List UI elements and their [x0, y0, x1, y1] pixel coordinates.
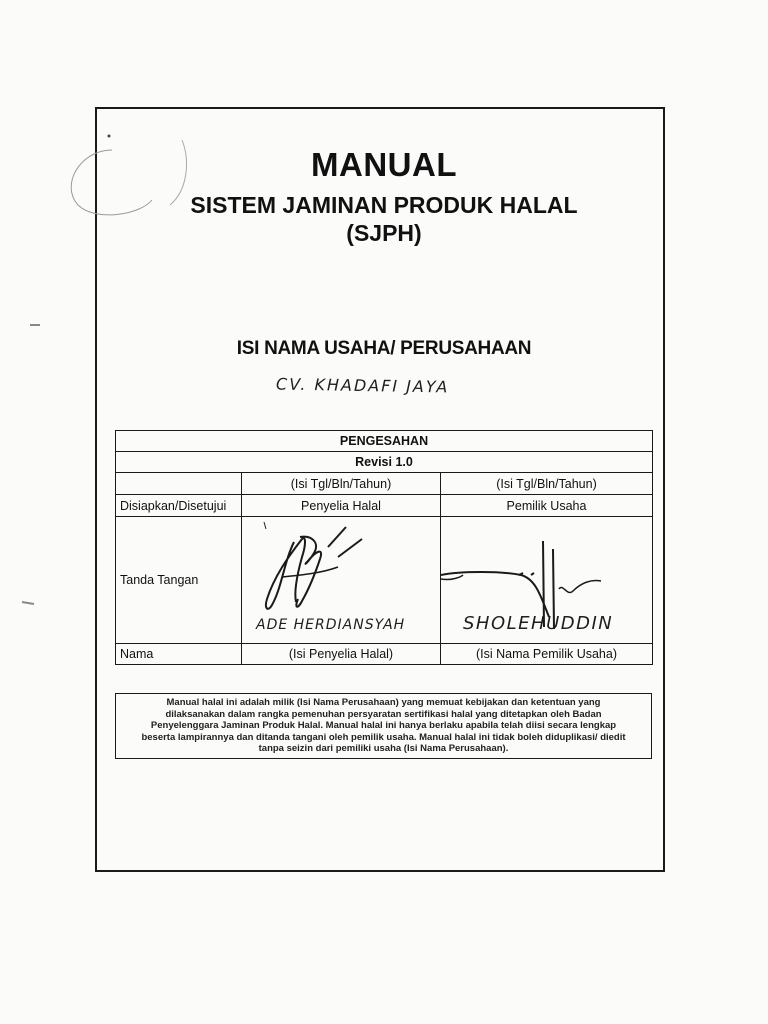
note-line-2: dilaksanakan dalam rangka pemenuhan persyaratan sertifikasi halal yang ditetapkan oleh Badan [165, 708, 602, 720]
company-handwritten: CV. KHADAFI JAYA [275, 374, 450, 397]
signature-left-name: ADE HERDIANSYAH [256, 617, 406, 633]
signature-left [242, 517, 441, 644]
empty-cell [116, 473, 242, 495]
name-left: (Isi Penyelia Halal) [242, 644, 441, 665]
prepared-label: Disiapkan/Disetujui [116, 495, 242, 517]
note-line-1: Manual halal ini adalah milik (Isi Nama Perusahaan) yang memuat kebijakan dan ketentuan yang [166, 697, 601, 708]
revision-label: Revisi 1.0 [116, 452, 653, 473]
approval-table [115, 430, 653, 665]
ownership-note [115, 693, 652, 759]
document-title: MANUAL [311, 146, 457, 183]
signature-label: Tanda Tangan [116, 517, 242, 644]
role-right: Pemilik Usaha [441, 495, 653, 517]
signature-right-name: SHOLEHUDDIN [463, 613, 614, 634]
name-right: (Isi Nama Pemilik Usaha) [441, 644, 653, 665]
name-label: Nama [116, 644, 242, 665]
company-label: ISI NAMA USAHA/ PERUSAHAAN [236, 338, 532, 359]
subtitle-line-2: (SJPH) [346, 220, 422, 246]
note-line-3: Penyelenggara Jaminan Produk Halal. Manual halal ini hanya berlaku apabila telah diisi secara lengkap [150, 720, 617, 732]
role-left: Penyelia Halal [242, 495, 441, 517]
note-line-5: tanpa seizin dari pemiliki usaha (Isi Nama Perusahaan). [258, 743, 509, 755]
subtitle-line-1: SISTEM JAMINAN PRODUK HALAL [190, 192, 578, 218]
signature-right [441, 517, 653, 644]
date-left: (Isi Tgl/Bln/Tahun) [242, 473, 441, 495]
note-line-4: beserta lampirannya dan ditanda tangani oleh pemilik usaha. Manual halal ini tidak boleh diduplikasi/ diedit [141, 731, 626, 743]
document-subtitle [0, 191, 768, 247]
approval-heading: PENGESAHAN [116, 431, 653, 452]
date-right: (Isi Tgl/Bln/Tahun) [441, 473, 653, 495]
